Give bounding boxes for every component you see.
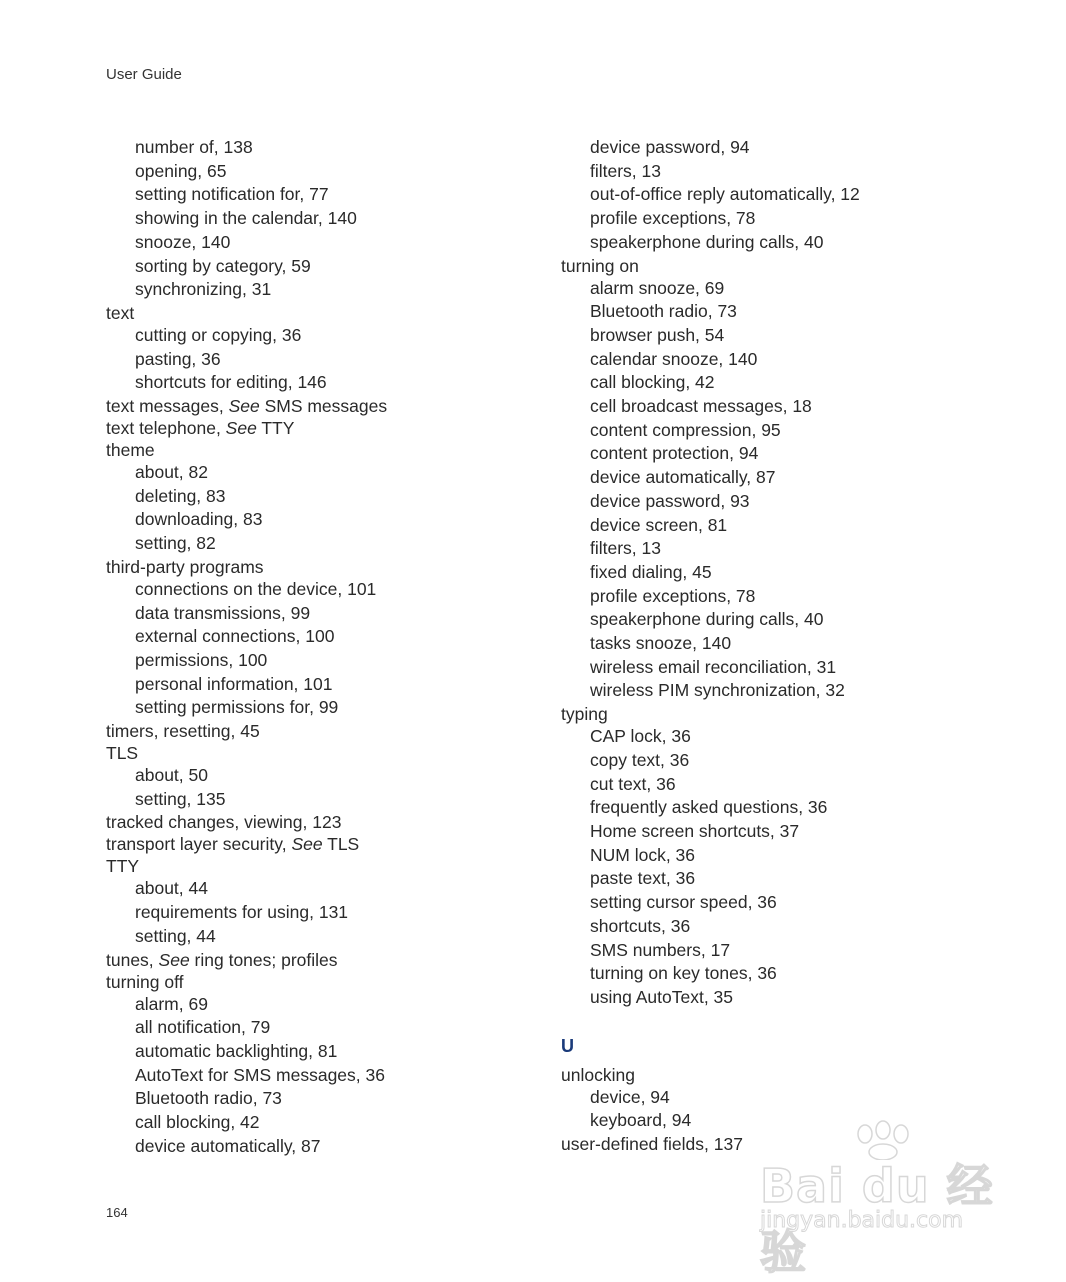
index-entry: theme xyxy=(106,440,155,461)
index-subentry: SMS numbers, 17 xyxy=(590,939,731,960)
index-subentry: shortcuts for editing, 146 xyxy=(135,372,327,393)
index-subentry: cut text, 36 xyxy=(590,773,676,794)
index-subentry: setting, 135 xyxy=(135,788,226,809)
baidu-watermark xyxy=(750,1120,1010,1279)
index-subentry: profile exceptions, 78 xyxy=(590,208,756,229)
index-subentry: setting permissions for, 99 xyxy=(135,697,339,718)
index-entry: user-defined fields, 137 xyxy=(561,1134,743,1155)
index-subentry: speakerphone during calls, 40 xyxy=(590,609,824,630)
index-subentry: setting, 44 xyxy=(135,925,216,946)
index-subentry: requirements for using, 131 xyxy=(135,902,349,923)
index-entry xyxy=(106,949,576,971)
index-subentry: setting cursor speed, 36 xyxy=(590,892,777,913)
index-subentry: browser push, 54 xyxy=(590,324,725,345)
index-subentry: content compression, 95 xyxy=(590,419,781,440)
index-subentry: out-of-office reply automatically, 12 xyxy=(590,184,860,205)
index-entry xyxy=(106,395,576,417)
index-subentry: filters, 13 xyxy=(590,160,661,181)
index-subentry: data transmissions, 99 xyxy=(135,602,311,623)
index-subentry: sorting by category, 59 xyxy=(135,255,311,276)
see-target: TTY xyxy=(256,418,295,439)
index-entry: TLS xyxy=(106,743,139,764)
index-subentry: NUM lock, 36 xyxy=(590,844,696,865)
see-reference: See xyxy=(228,396,260,417)
index-subentry: profile exceptions, 78 xyxy=(590,585,756,606)
index-subentry: CAP lock, 36 xyxy=(590,726,691,747)
entry-text: text messages, xyxy=(106,396,229,417)
index-subentry: synchronizing, 31 xyxy=(135,279,272,300)
index-subentry: frequently asked questions, 36 xyxy=(590,797,828,818)
index-subentry: speakerphone during calls, 40 xyxy=(590,231,824,252)
index-section-letter: U xyxy=(561,1035,574,1056)
index-subentry: personal information, 101 xyxy=(135,673,333,694)
index-subentry: shortcuts, 36 xyxy=(590,915,691,936)
index-subentry: device password, 93 xyxy=(590,490,750,511)
index-subentry: tasks snooze, 140 xyxy=(590,633,732,654)
index-subentry: keyboard, 94 xyxy=(590,1110,692,1131)
index-subentry: turning on key tones, 36 xyxy=(590,963,777,984)
index-subentry: wireless PIM synchronization, 32 xyxy=(590,680,845,701)
index-subentry: device password, 94 xyxy=(590,137,750,157)
entry-text: text telephone, xyxy=(106,418,226,439)
index-column-left xyxy=(106,136,576,1159)
index-subentry: about, 82 xyxy=(135,462,208,483)
index-subentry: setting, 82 xyxy=(135,533,216,554)
index-subentry: filters, 13 xyxy=(590,538,661,559)
index-subentry: showing in the calendar, 140 xyxy=(135,208,357,229)
index-subentry: permissions, 100 xyxy=(135,649,268,670)
index-entry: tracked changes, viewing, 123 xyxy=(106,812,342,833)
index-column-right xyxy=(561,136,1031,1155)
index-subentry: wireless email reconciliation, 31 xyxy=(590,656,837,677)
index-entry: unlocking xyxy=(561,1064,635,1085)
index-entry: text xyxy=(106,302,135,323)
index-entry: turning on xyxy=(561,255,639,276)
index-entry: timers, resetting, 45 xyxy=(106,721,260,742)
index-subentry: call blocking, 42 xyxy=(135,1112,260,1133)
see-reference: See xyxy=(158,949,190,970)
see-reference: See xyxy=(291,834,323,855)
index-subentry: number of, 138 xyxy=(135,137,253,157)
index-subentry: about, 44 xyxy=(135,878,208,899)
page-number: 164 xyxy=(106,1205,128,1220)
index-subentry: cutting or copying, 36 xyxy=(135,324,302,345)
index-entry: TTY xyxy=(106,856,140,877)
index-subentry: device automatically, 87 xyxy=(135,1135,321,1156)
index-subentry: cell broadcast messages, 18 xyxy=(590,396,812,417)
index-entry xyxy=(106,833,576,855)
index-entry: typing xyxy=(561,704,608,725)
index-subentry: automatic backlighting, 81 xyxy=(135,1040,338,1061)
index-subentry: snooze, 140 xyxy=(135,231,231,252)
index-subentry: Home screen shortcuts, 37 xyxy=(590,820,800,841)
index-subentry: device, 94 xyxy=(590,1086,670,1107)
index-subentry: paste text, 36 xyxy=(590,868,696,889)
index-subentry: opening, 65 xyxy=(135,160,227,181)
index-subentry: call blocking, 42 xyxy=(590,372,715,393)
index-subentry: deleting, 83 xyxy=(135,485,226,506)
watermark-brand: Bai du 经验 xyxy=(760,1159,994,1279)
index-subentry: fixed dialing, 45 xyxy=(590,561,712,582)
index-subentry: device screen, 81 xyxy=(590,514,728,535)
index-subentry: Bluetooth radio, 73 xyxy=(135,1088,282,1109)
index-subentry: AutoText for SMS messages, 36 xyxy=(135,1064,385,1085)
index-subentry: external connections, 100 xyxy=(135,626,335,647)
index-subentry: content protection, 94 xyxy=(590,443,759,464)
index-entry: turning off xyxy=(106,971,184,992)
index-subentry: Bluetooth radio, 73 xyxy=(590,301,737,322)
index-subentry: downloading, 83 xyxy=(135,509,263,530)
index-entry xyxy=(106,417,576,439)
index-subentry: setting notification for, 77 xyxy=(135,184,329,205)
see-reference: See xyxy=(225,418,257,439)
running-header: User Guide xyxy=(106,66,182,83)
entry-text: tunes, xyxy=(106,949,159,970)
index-subentry: using AutoText, 35 xyxy=(590,986,734,1007)
index-subentry: all notification, 79 xyxy=(135,1017,271,1038)
index-subentry: pasting, 36 xyxy=(135,348,221,369)
see-target: SMS messages xyxy=(259,396,388,417)
index-subentry: calendar snooze, 140 xyxy=(590,348,758,369)
index-subentry: alarm snooze, 69 xyxy=(590,277,725,298)
see-target: TLS xyxy=(322,834,360,855)
watermark-url: jingyan.baidu.com xyxy=(760,1208,964,1233)
index-subentry: connections on the device, 101 xyxy=(135,578,377,599)
index-subentry: about, 50 xyxy=(135,765,208,786)
index-subentry: copy text, 36 xyxy=(590,749,690,770)
see-target: ring tones; profiles xyxy=(189,949,338,970)
index-entry: third-party programs xyxy=(106,556,264,577)
index-subentry: alarm, 69 xyxy=(135,993,208,1014)
index-subentry: device automatically, 87 xyxy=(590,467,776,488)
entry-text: transport layer security, xyxy=(106,834,292,855)
